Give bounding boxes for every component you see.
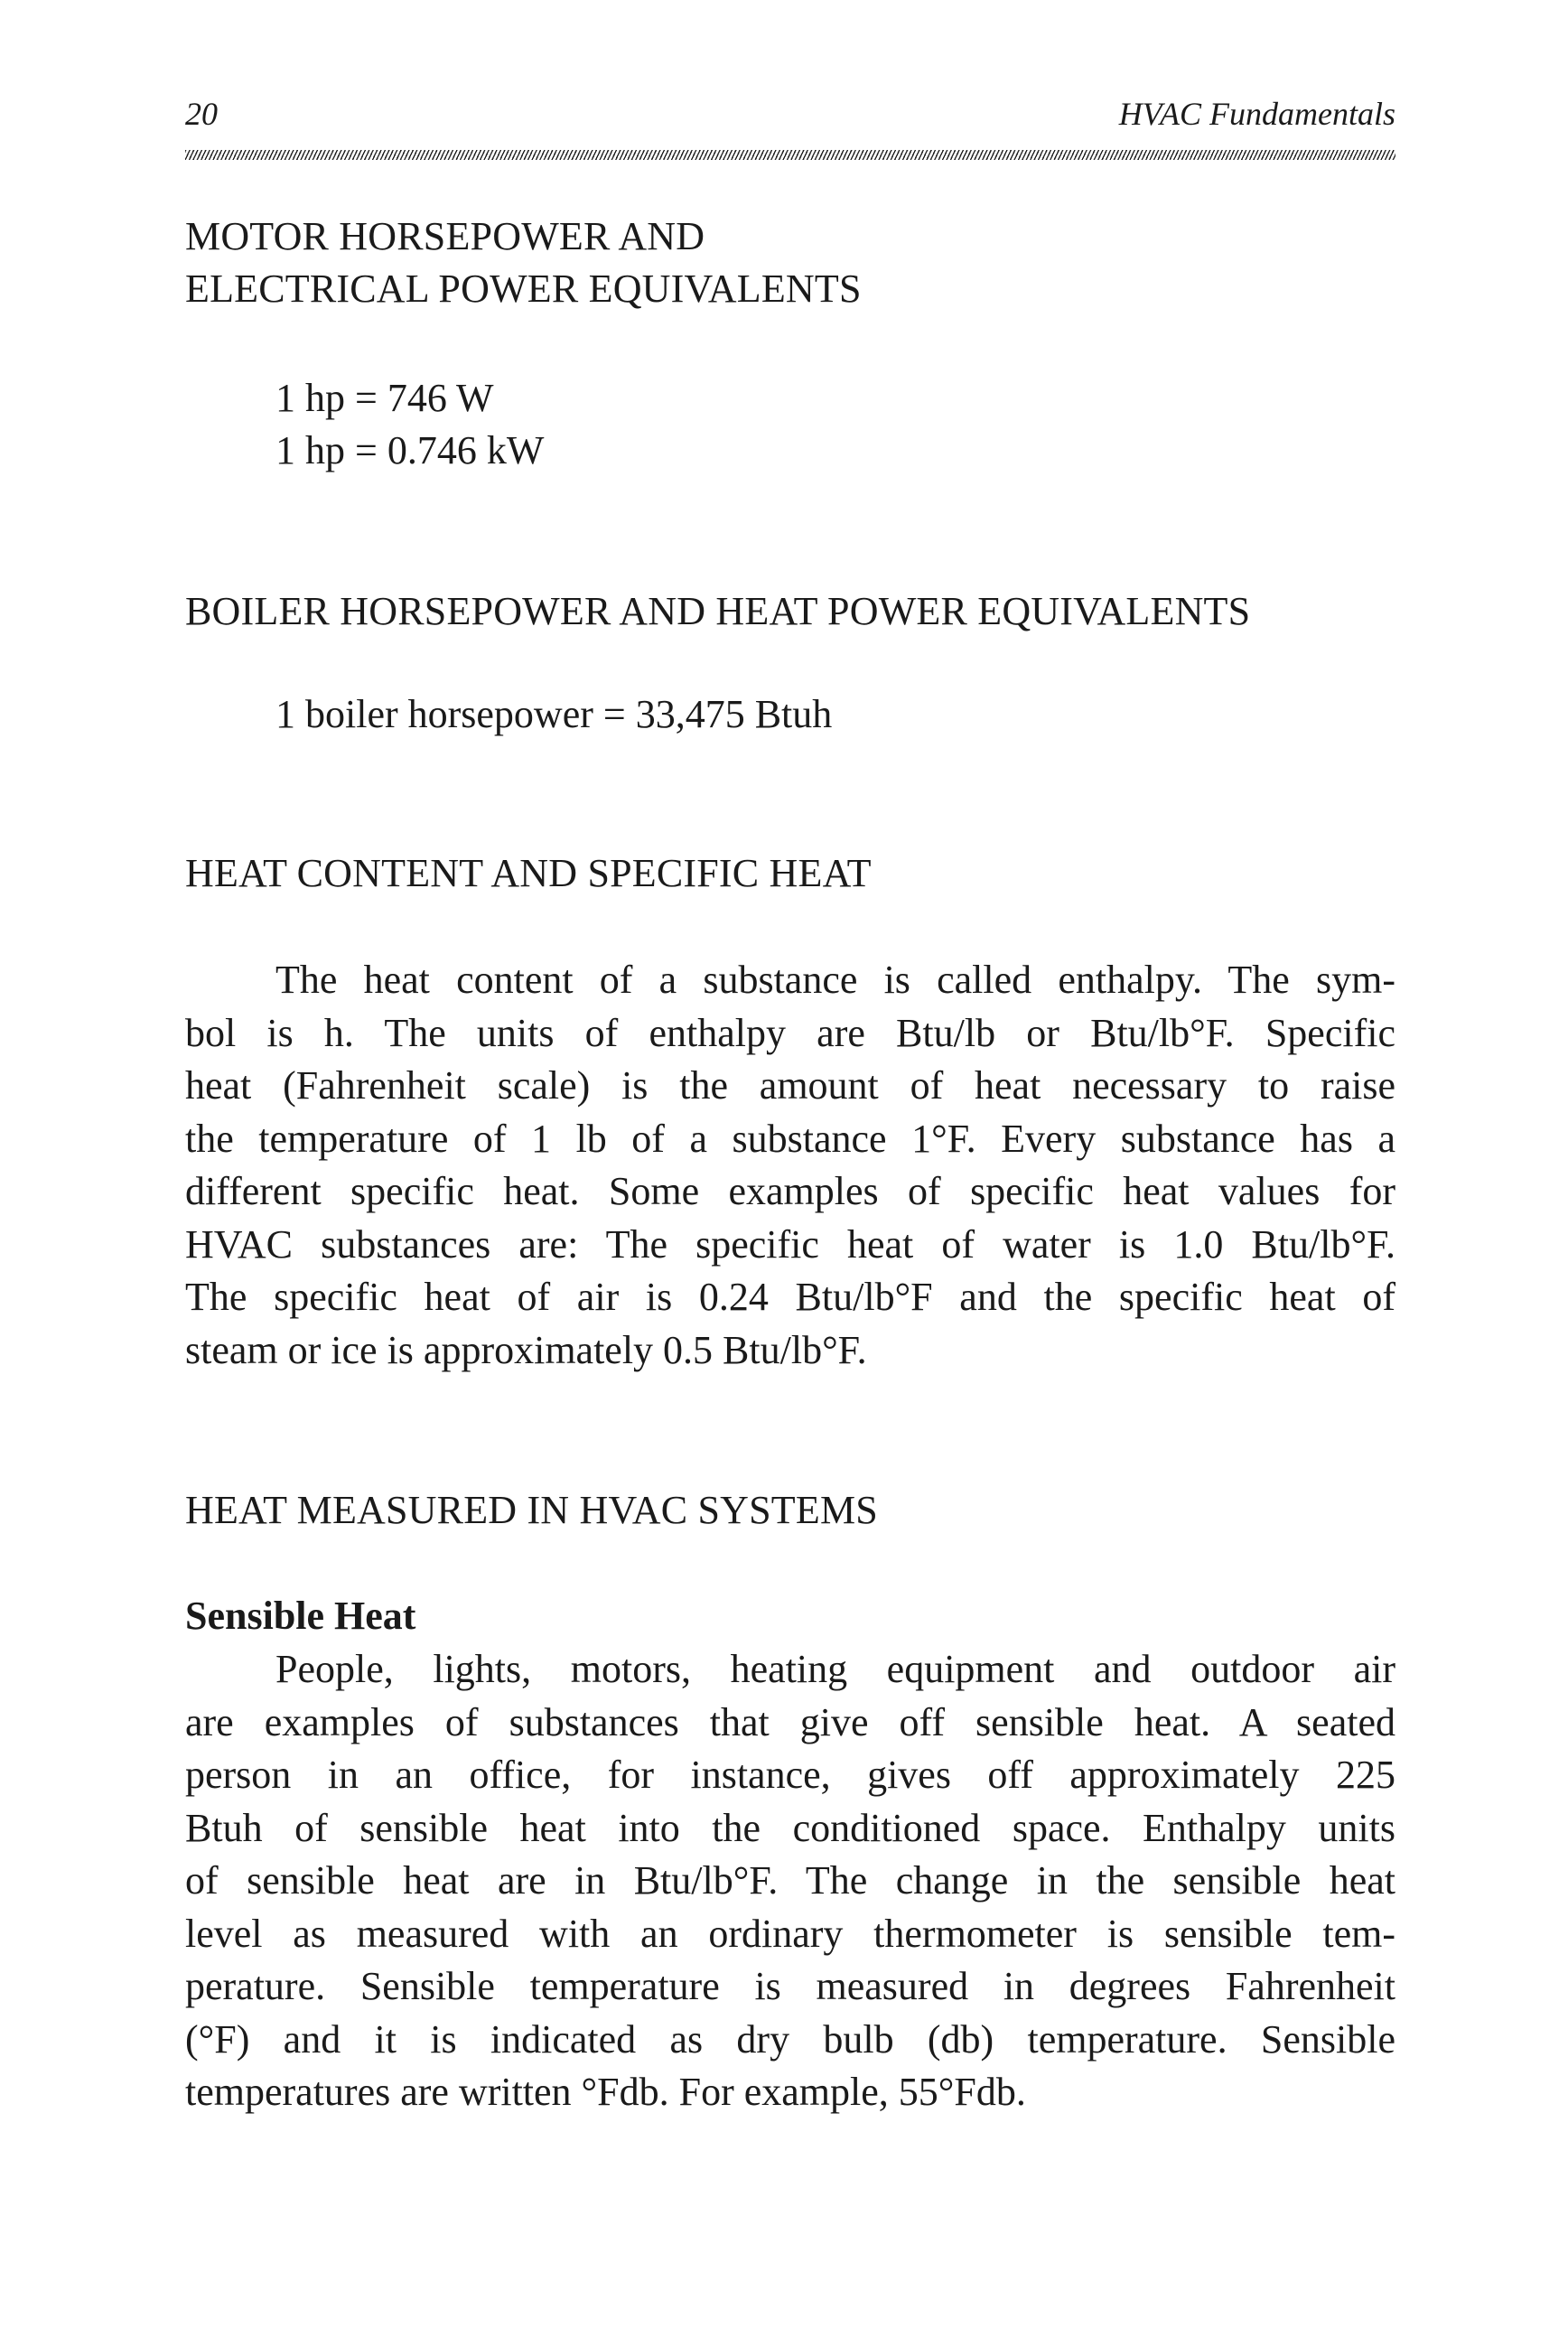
paragraph-line: (°F) and it is indicated as dry bulb (db) temperature. Sensible	[185, 2016, 1395, 2062]
equation-boiler-horsepower: 1 boiler horsepower = 33,475 Btuh	[275, 692, 833, 736]
section-title-heat-measured	[185, 1484, 1395, 1537]
section-title-line: BOILER HORSEPOWER AND HEAT POWER EQUIVALENTS	[185, 589, 1251, 633]
paragraph-line: heat (Fahrenheit scale) is the amount of heat necessary to raise	[185, 1063, 1395, 1108]
paragraph-line: People, lights, motors, heating equipment and outdoor air	[275, 1647, 1395, 1691]
paragraph-line: are examples of substances that give off sensible heat. A seated	[185, 1699, 1395, 1744]
boiler-equations	[275, 688, 832, 741]
paragraph-sensible-heat	[185, 1643, 1395, 2119]
paragraph-line: level as measured with an ordinary thermometer is sensible tem-	[185, 1911, 1395, 1956]
equation-hp-watts: 1 hp = 746 W	[275, 376, 494, 420]
header-rule	[185, 150, 1395, 160]
section-title-heat-content	[185, 847, 1395, 900]
paragraph-line: steam or ice is approximately 0.5 Btu/lb°F.	[185, 1327, 867, 1372]
paragraph-line: temperatures are written °Fdb. For example, 55°Fdb.	[185, 2070, 1026, 2114]
paragraph-heat-content	[185, 954, 1395, 1377]
subheading-sensible-heat: Sensible Heat	[185, 1594, 416, 1638]
section-title-line: ELECTRICAL POWER EQUIVALENTS	[185, 266, 862, 311]
section-title-line: HEAT MEASURED IN HVAC SYSTEMS	[185, 1488, 878, 1532]
page-number: 20	[185, 96, 218, 132]
section-title-line: MOTOR HORSEPOWER AND	[185, 214, 705, 258]
book-title: HVAC Fundamentals	[1118, 96, 1395, 132]
motor-equations	[275, 372, 544, 477]
paragraph-line: person in an office, for instance, gives off approximately 225	[185, 1753, 1395, 1797]
equation-hp-kilowatts: 1 hp = 0.746 kW	[275, 428, 545, 472]
paragraph-line: HVAC substances are: The specific heat of water is 1.0 Btu/lb°F.	[185, 1221, 1395, 1267]
paragraph-line: perature. Sensible temperature is measured in degrees Fahrenheit	[185, 1964, 1395, 2008]
paragraph-line: bol is h. The units of enthalpy are Btu/lb or Btu/lb°F. Specific	[185, 1010, 1395, 1055]
section-title-line: HEAT CONTENT AND SPECIFIC HEAT	[185, 851, 872, 895]
paragraph-line: The specific heat of air is 0.24 Btu/lb°F and the specific heat of	[185, 1275, 1395, 1319]
paragraph-line: the temperature of 1 lb of a substance 1°F. Every substance has a	[185, 1116, 1395, 1161]
paragraph-line: The heat content of a substance is called enthalpy. The sym-	[275, 958, 1395, 1002]
paragraph-line: different specific heat. Some examples of specific heat values for	[185, 1169, 1395, 1213]
paragraph-line: of sensible heat are in Btu/lb°F. The change in the sensible heat	[185, 1858, 1395, 1903]
paragraph-line: Btuh of sensible heat into the conditioned space. Enthalpy units	[185, 1805, 1395, 1850]
section-title-motor-horsepower	[185, 210, 1395, 315]
section-title-boiler-horsepower	[185, 585, 1395, 638]
